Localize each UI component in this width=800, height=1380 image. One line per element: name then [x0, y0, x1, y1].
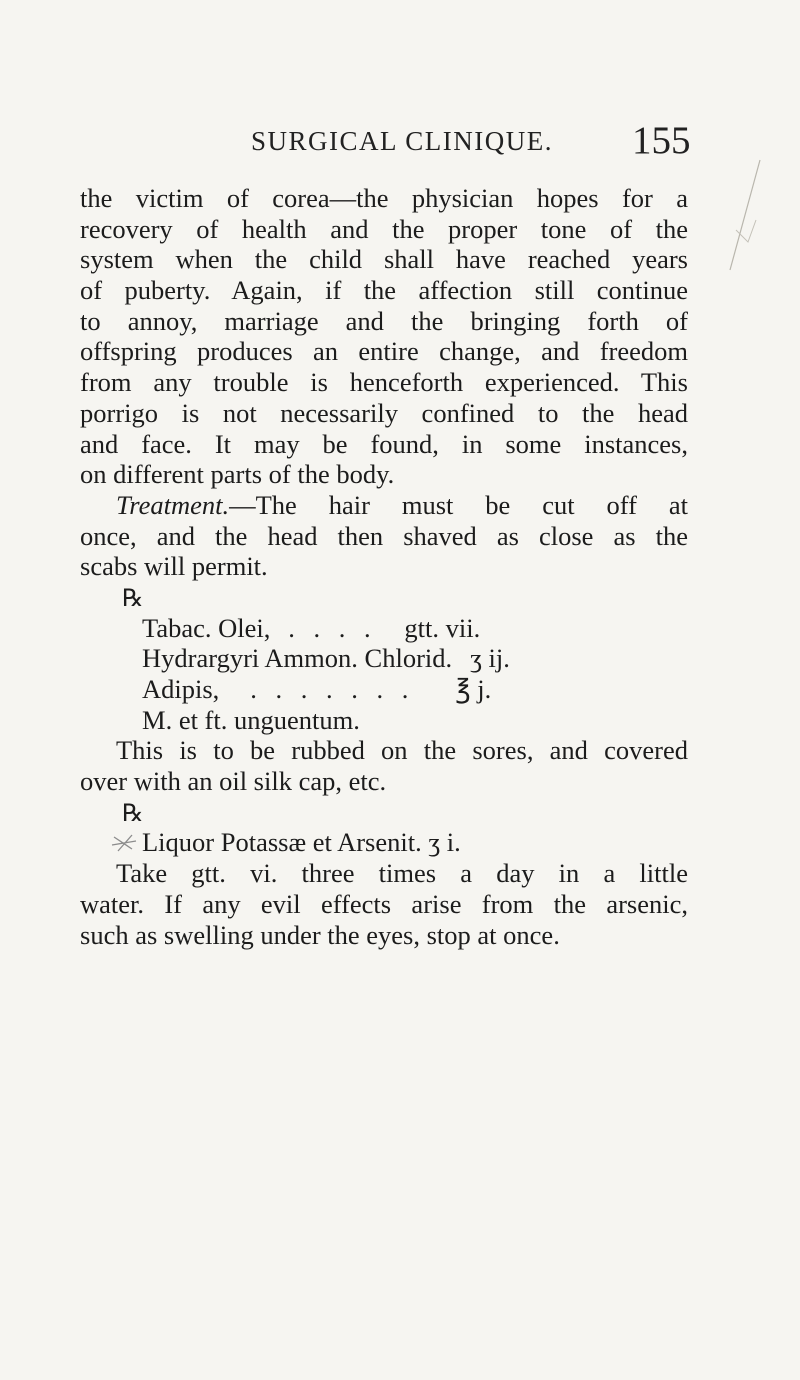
ingredient-dose: gtt. vii. — [404, 612, 481, 643]
ingredient-dose: ℥ j. — [455, 674, 492, 704]
pencil-asterisk-mark — [110, 831, 138, 853]
prescription-ointment — [80, 582, 688, 735]
prescription-row — [80, 827, 688, 858]
text-line: once, and the head then shaved as close as the — [80, 520, 688, 551]
leader-dots — [452, 643, 460, 674]
text-line: on different parts of the body. — [80, 459, 395, 490]
text-line: scabs will permit. — [80, 551, 268, 582]
recipe-symbol: ℞ — [122, 800, 144, 827]
ingredient-name: Liquor Potassæ et Arsenit. ʒ i. — [142, 827, 461, 858]
text-line: over with an oil silk cap, etc. — [80, 766, 387, 797]
ingredient-name: Tabac. Olei, — [142, 612, 271, 643]
running-head: SURGICAL CLINIQUE. — [251, 126, 553, 156]
paragraph-application — [80, 735, 688, 796]
treatment-heading: Treatment. — [116, 489, 230, 520]
ingredient-dose: ʒ ij. — [470, 643, 510, 674]
ingredient-name: Hydrargyri Ammon. Chlorid. — [142, 643, 453, 674]
recipe-symbol: ℞ — [122, 585, 144, 612]
paragraph-corea — [80, 183, 688, 490]
page-number: 155 — [632, 119, 691, 162]
paragraph-dosage — [80, 858, 688, 950]
treatment-line — [80, 490, 688, 521]
text-line: to annoy, marriage and the bringing forth of — [80, 305, 688, 336]
margin-pencil-mark — [690, 150, 770, 280]
ingredient-name: Adipis, — [142, 674, 220, 704]
paragraph-treatment — [80, 490, 688, 582]
text-line: system when the child shall have reached years — [80, 244, 688, 275]
text-line: offspring produces an entire change, and freedom — [80, 336, 688, 367]
page-body — [80, 183, 688, 950]
text-line: This is to be rubbed on the sores, and covered — [116, 735, 688, 766]
text-line: Take gtt. vi. three times a day in a little — [116, 858, 688, 889]
text-line: and face. It may be found, in some instances, — [80, 428, 688, 459]
text-line: recovery of health and the proper tone of the — [80, 213, 688, 244]
prescription-arsenic — [80, 797, 688, 858]
text-line: of puberty. Again, if the affection still continue — [80, 275, 688, 306]
text-line: from any trouble is henceforth experienced. This — [80, 367, 688, 398]
text-span: —The hair must be cut off at — [229, 489, 688, 520]
prescription-row — [80, 674, 688, 705]
prescription-row — [80, 643, 688, 674]
prescription-row — [80, 613, 688, 644]
page-header — [0, 118, 800, 168]
leader-dots: . . . . . . . — [250, 674, 415, 704]
text-line: water. If any evil effects arise from the arsenic, — [80, 888, 688, 919]
leader-dots: . . . . — [288, 612, 377, 643]
text-line: the victim of corea—the physician hopes for a — [80, 183, 688, 213]
text-line: such as swelling under the eyes, stop at once. — [80, 919, 560, 950]
text-line: porrigo is not necessarily confined to the head — [80, 397, 688, 428]
prescription-instruction: M. et ft. unguentum. — [142, 704, 360, 735]
